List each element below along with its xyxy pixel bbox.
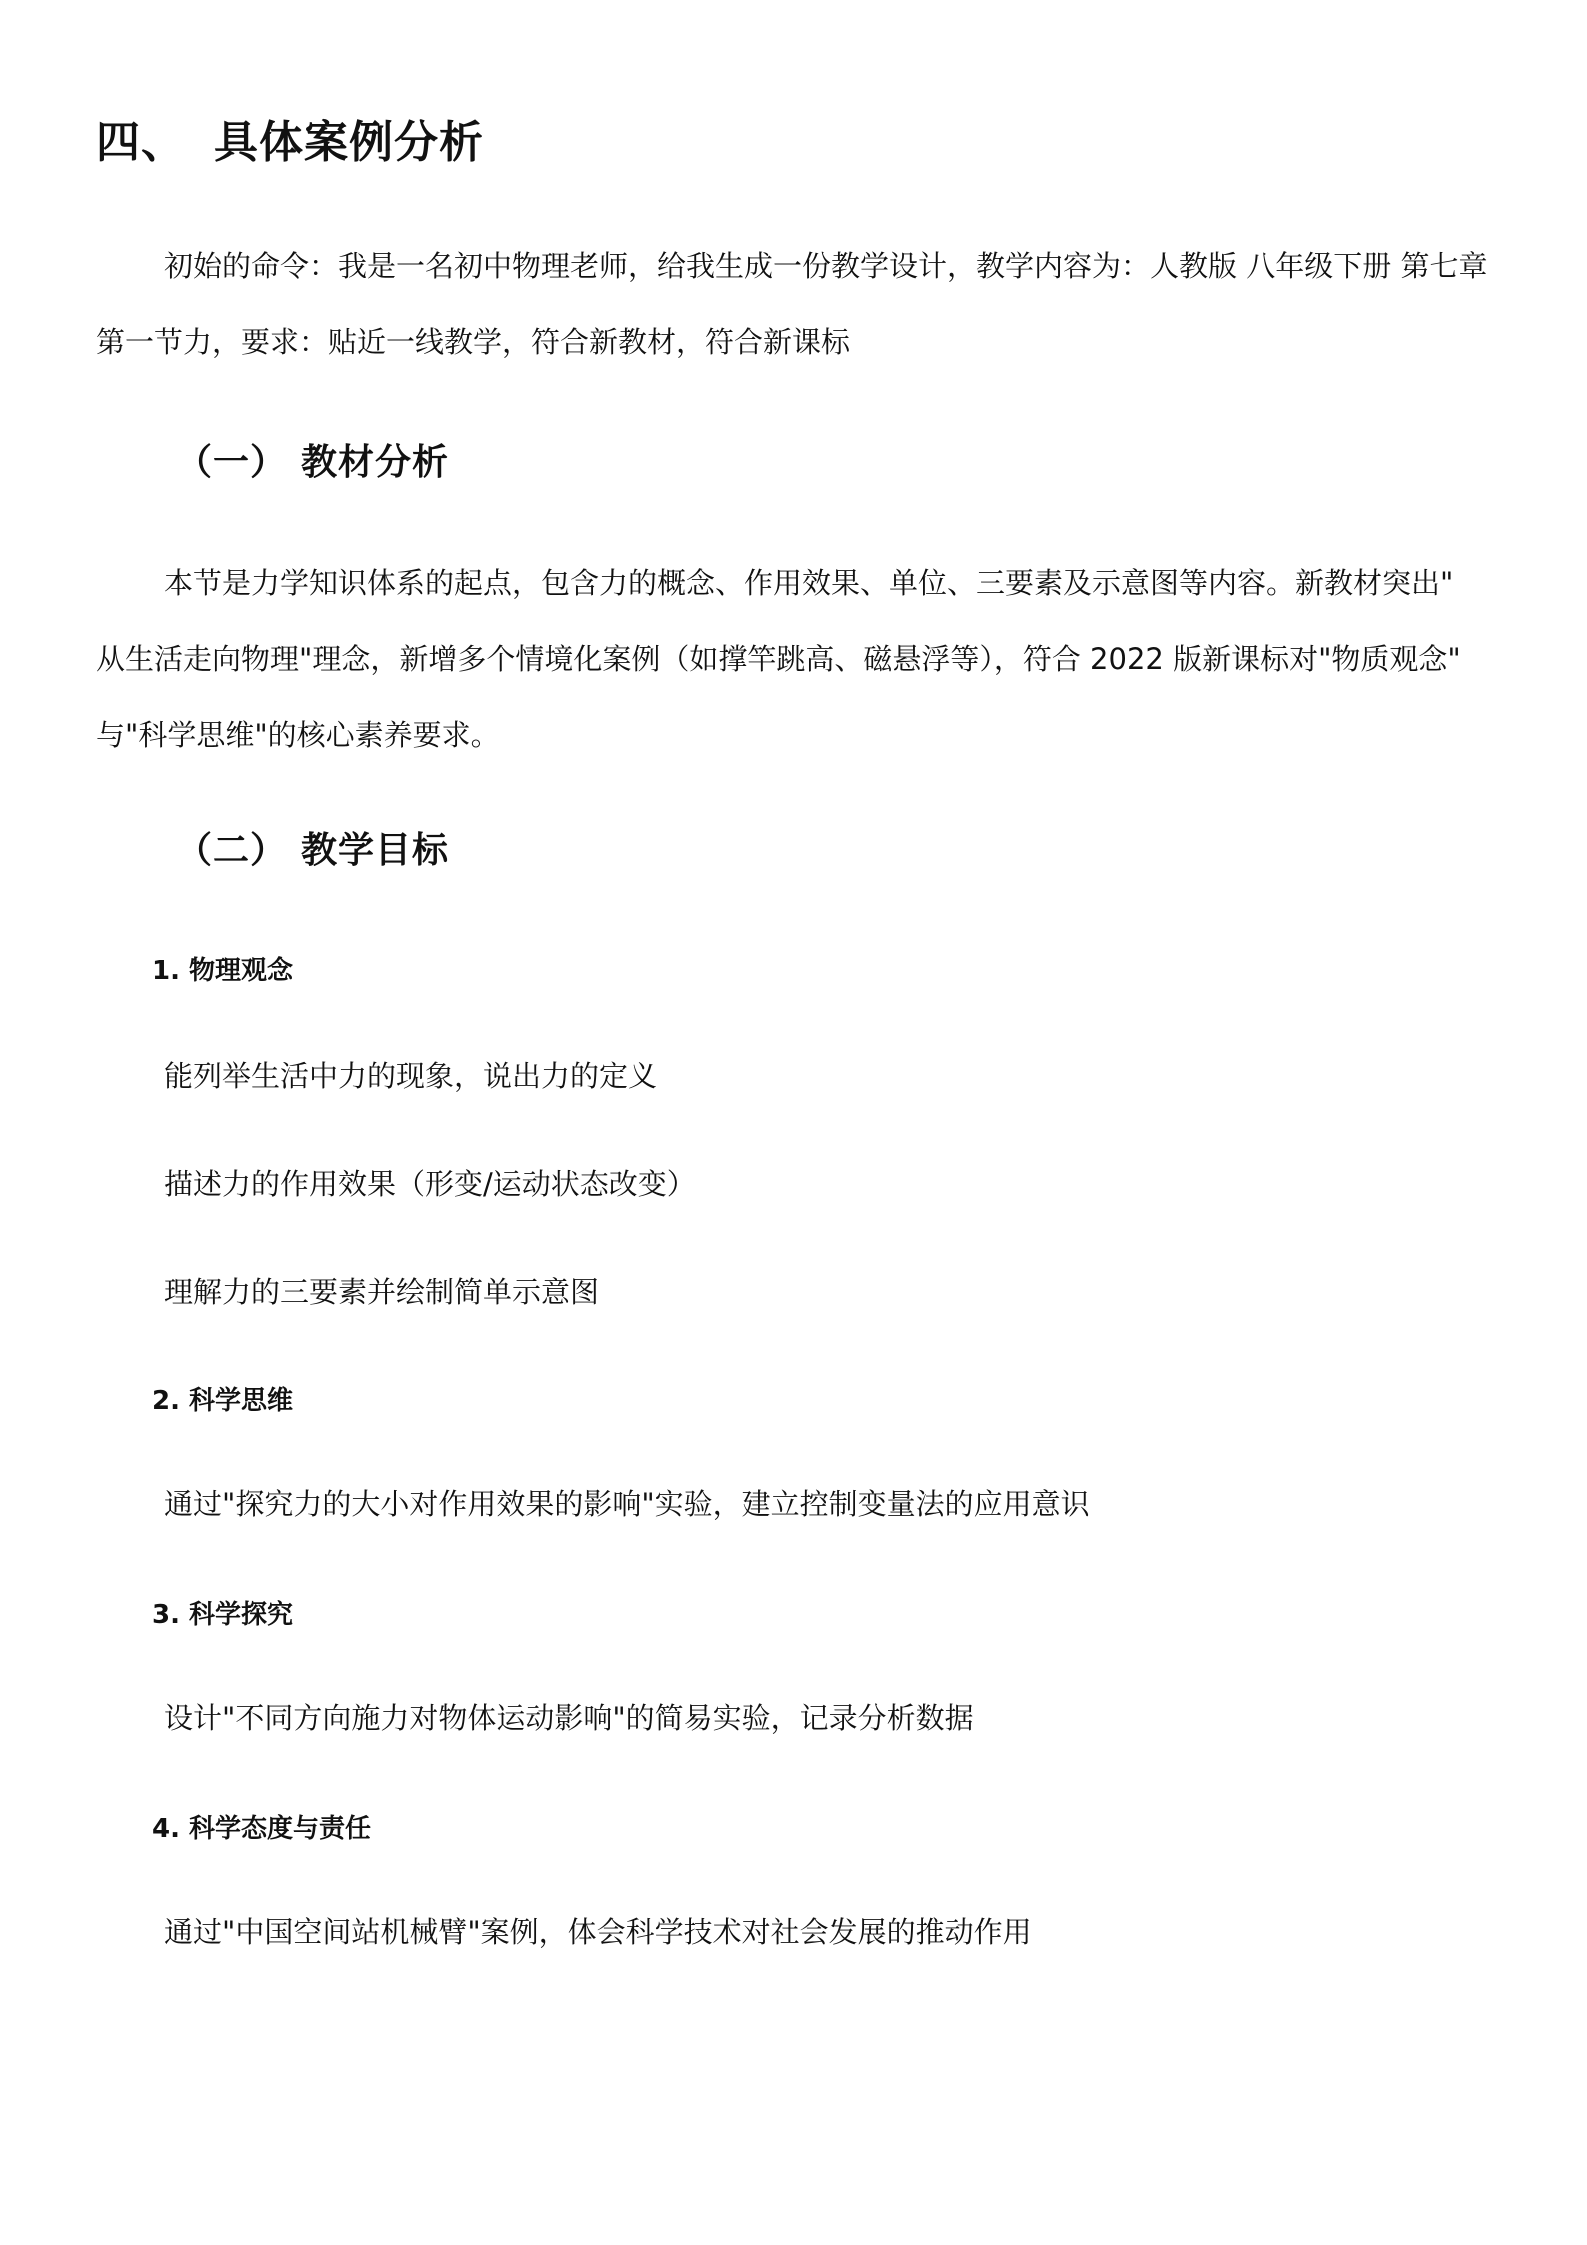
paragraph-line: 从生活走向物理"理念，新增多个情境化案例（如撑竿跳高、磁悬浮等），符合 2022 版新课标对"物质观念" <box>96 642 1461 676</box>
section-number: 四、 <box>96 117 186 168</box>
goal-item: 能列举生活中力的现象，说出力的定义 <box>164 1059 658 1093</box>
subsection-heading-material-analysis <box>176 434 449 485</box>
goal-heading: 1. 物理观念 <box>152 956 294 986</box>
subsection-title: 教学目标 <box>301 830 450 871</box>
section-heading <box>96 106 484 170</box>
section-title: 具体案例分析 <box>214 117 484 168</box>
goal-item: 设计"不同方向施力对物体运动影响"的简易实验，记录分析数据 <box>164 1701 974 1735</box>
goal-heading: 3. 科学探究 <box>152 1600 294 1630</box>
goal-item: 通过"中国空间站机械臂"案例，体会科学技术对社会发展的推动作用 <box>164 1915 1032 1949</box>
paragraph-line: 本节是力学知识体系的起点，包含力的概念、作用效果、单位、三要素及示意图等内容。新教材突出" <box>164 566 1454 600</box>
prompt-paragraph <box>96 228 1496 380</box>
goal-heading: 4. 科学态度与责任 <box>152 1814 372 1844</box>
prompt-line: 初始的命令：我是一名初中物理老师，给我生成一份教学设计，教学内容为：人教版 八年级下册 第七章 <box>164 249 1488 283</box>
goal-heading: 2. 科学思维 <box>152 1386 294 1416</box>
subsection-title: 教材分析 <box>301 442 450 483</box>
goal-item: 通过"探究力的大小对作用效果的影响"实验，建立控制变量法的应用意识 <box>164 1487 1090 1521</box>
paragraph-line: 与"科学思维"的核心素养要求。 <box>96 718 500 752</box>
subsection-heading-teaching-goals <box>176 822 449 873</box>
subsection-number: （一） <box>176 442 288 483</box>
goal-item: 理解力的三要素并绘制简单示意图 <box>164 1275 600 1309</box>
prompt-line: 第一节力，要求：贴近一线教学，符合新教材，符合新课标 <box>96 325 851 359</box>
material-analysis-paragraph <box>96 545 1496 773</box>
subsection-number: （二） <box>176 830 288 871</box>
goal-item: 描述力的作用效果（形变/运动状态改变） <box>164 1167 696 1201</box>
